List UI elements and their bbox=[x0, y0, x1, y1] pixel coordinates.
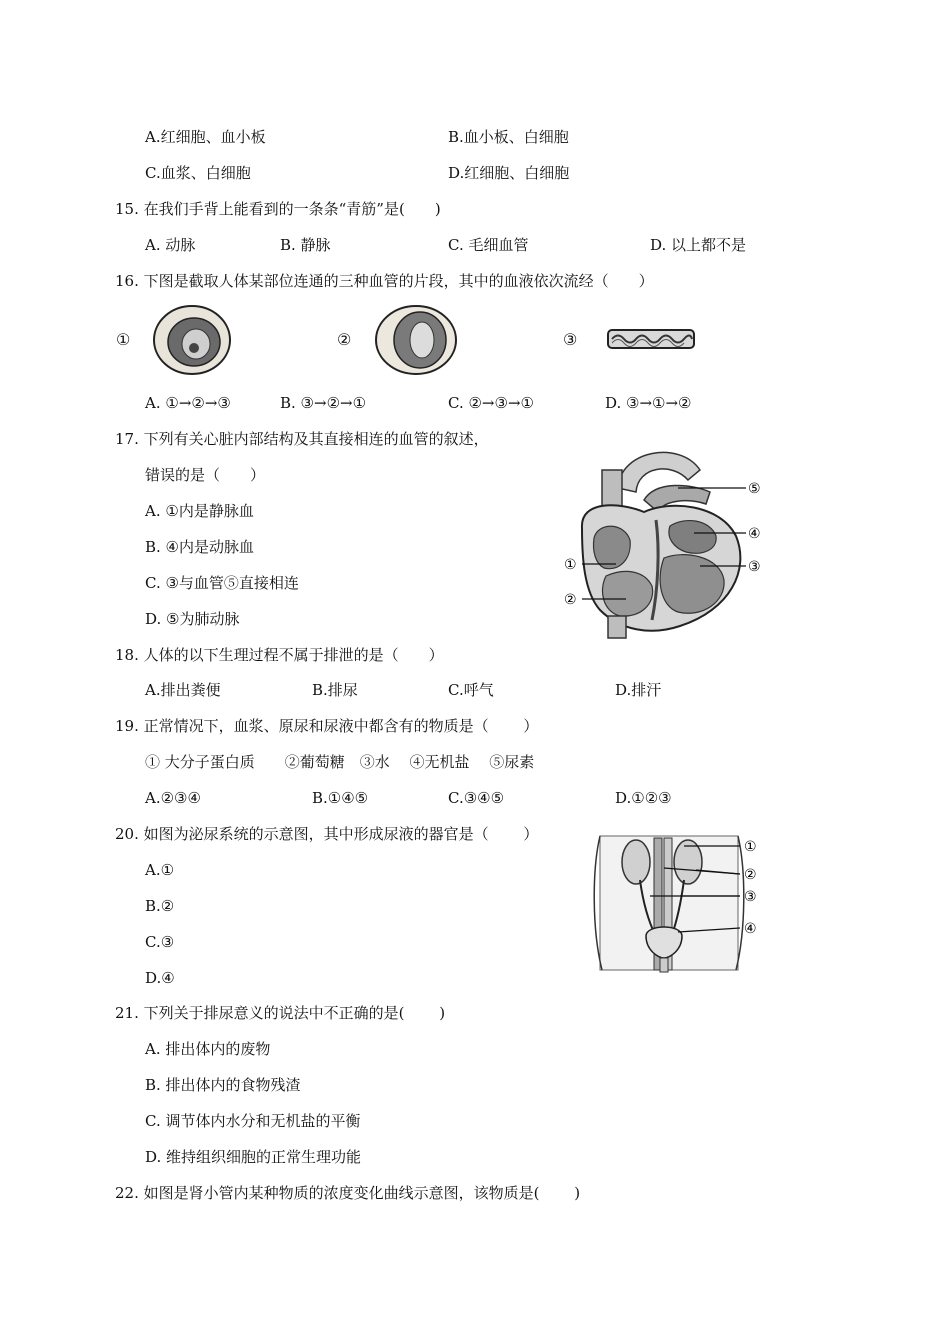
urinary-label-4: ④ bbox=[744, 921, 757, 937]
q21-stem: 21. 下列关于排尿意义的说法中不正确的是( ) bbox=[115, 1004, 446, 1022]
q20-option-a: A.① bbox=[145, 861, 175, 879]
q20-option-d: D.④ bbox=[145, 969, 175, 987]
q17-option-c: C. ③与血管⑤直接相连 bbox=[145, 574, 299, 592]
q19-stem: 19. 正常情况下，血浆、原尿和尿液中都含有的物质是（ ） bbox=[115, 717, 539, 735]
q15-option-a: A. 动脉 bbox=[145, 236, 196, 254]
q19-items: ① 大分子蛋白质 ②葡萄糖 ③水 ④无机盐 ⑤尿素 bbox=[145, 753, 535, 771]
q16-label-1: ① bbox=[116, 330, 131, 349]
q19-option-d: D.①②③ bbox=[615, 789, 672, 807]
q17-stem-line1: 17. 下列有关心脏内部结构及其直接相连的血管的叙述， bbox=[115, 430, 489, 448]
capillary-segment-figure bbox=[606, 326, 696, 352]
q15-option-c: C. 毛细血管 bbox=[448, 236, 529, 254]
heart-label-4: ④ bbox=[748, 526, 761, 542]
q16-option-c: C. ②→③→① bbox=[448, 394, 534, 412]
urinary-label-3: ③ bbox=[744, 889, 757, 905]
q15-stem: 15. 在我们手背上能看到的一条条“青筋”是( ) bbox=[115, 200, 441, 218]
q17-stem-line2: 错误的是（ ） bbox=[145, 466, 266, 484]
q21-option-c: C. 调节体内水分和无机盐的平衡 bbox=[145, 1112, 361, 1130]
q16-option-d: D. ③→①→② bbox=[605, 394, 692, 412]
urinary-label-2: ② bbox=[744, 867, 757, 883]
q22-stem: 22. 如图是肾小管内某种物质的浓度变化曲线示意图，该物质是( ) bbox=[115, 1184, 581, 1202]
q21-option-b: B. 排出体内的食物残渣 bbox=[145, 1076, 301, 1094]
q18-stem: 18. 人体的以下生理过程不属于排泄的是（ ） bbox=[115, 646, 444, 664]
q16-option-a: A. ①→②→③ bbox=[145, 394, 231, 412]
vein-cross-section-figure bbox=[372, 302, 462, 378]
q15-option-d: D. 以上都不是 bbox=[650, 236, 747, 254]
q20-option-c: C.③ bbox=[145, 933, 175, 951]
q21-option-d: D. 维持组织细胞的正常生理功能 bbox=[145, 1148, 362, 1166]
artery-cross-section-figure bbox=[150, 302, 240, 378]
q16-stem: 16. 下图是截取人体某部位连通的三种血管的片段，其中的血液依次流经（ ） bbox=[115, 272, 654, 290]
q16-label-3: ③ bbox=[563, 330, 578, 349]
heart-label-2: ② bbox=[564, 592, 577, 608]
q14-option-c: C.血浆、白细胞 bbox=[145, 164, 251, 182]
q20-stem: 20. 如图为泌尿系统的示意图，其中形成尿液的器官是（ ） bbox=[115, 825, 539, 843]
q16-option-b: B. ③→②→① bbox=[280, 394, 367, 412]
heart-label-3: ③ bbox=[748, 559, 761, 575]
q18-option-c: C.呼气 bbox=[448, 681, 494, 699]
urinary-system-figure bbox=[588, 830, 770, 976]
q20-option-b: B.② bbox=[145, 897, 175, 915]
urinary-label-1: ① bbox=[744, 839, 757, 855]
heart-label-5: ⑤ bbox=[748, 481, 761, 497]
q19-option-c: C.③④⑤ bbox=[448, 789, 505, 807]
q14-option-a: A.红细胞、血小板 bbox=[145, 128, 266, 146]
q14-option-b: B.血小板、白细胞 bbox=[448, 128, 569, 146]
q19-option-a: A.②③④ bbox=[145, 789, 201, 807]
q16-label-2: ② bbox=[337, 330, 352, 349]
q17-option-b: B. ④内是动脉血 bbox=[145, 538, 255, 556]
heart-diagram-figure bbox=[560, 440, 770, 640]
q18-option-a: A.排出粪便 bbox=[145, 681, 221, 699]
q18-option-d: D.排汗 bbox=[615, 681, 662, 699]
q14-option-d: D.红细胞、白细胞 bbox=[448, 164, 570, 182]
q17-option-d: D. ⑤为肺动脉 bbox=[145, 610, 240, 628]
q18-option-b: B.排尿 bbox=[312, 681, 358, 699]
heart-label-1: ① bbox=[564, 557, 577, 573]
q19-option-b: B.①④⑤ bbox=[312, 789, 369, 807]
q15-option-b: B. 静脉 bbox=[280, 236, 331, 254]
q21-option-a: A. 排出体内的废物 bbox=[145, 1040, 271, 1058]
q17-option-a: A. ①内是静脉血 bbox=[145, 502, 254, 520]
